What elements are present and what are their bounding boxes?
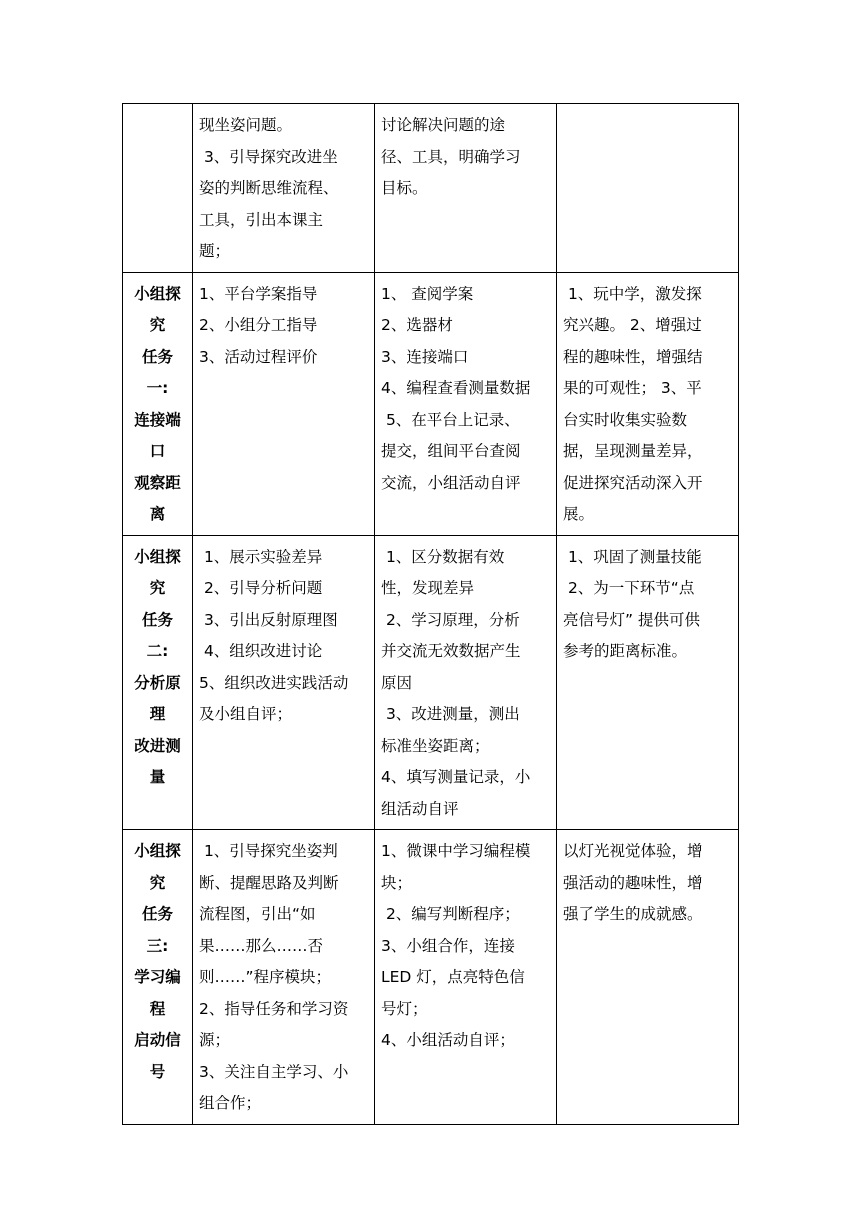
cell-text-line: 连接端 bbox=[134, 410, 181, 429]
cell-text-line: 改进测 bbox=[134, 736, 181, 755]
cell-text-line: 1、玩中学，激发探 bbox=[563, 284, 702, 303]
cell-text-line: 2、引导分析问题 bbox=[199, 579, 323, 597]
stage-cell bbox=[123, 104, 193, 273]
cell-text-line: 强了学生的成就感。 bbox=[563, 905, 703, 923]
cell-text-line: 强活动的趣味性，增 bbox=[563, 873, 703, 892]
cell-text-line: 3、改进测量，测出 bbox=[381, 705, 520, 723]
cell-text-line: 工具，引出本课主 bbox=[199, 210, 324, 229]
teacher-activity-cell bbox=[193, 272, 375, 535]
cell-text-line: 2、指导任务和学习资 bbox=[199, 999, 349, 1018]
cell-text-line: 小组探 bbox=[134, 842, 181, 860]
cell-text-line: 5、在平台上记录、 bbox=[381, 410, 520, 429]
table-body bbox=[123, 104, 739, 1125]
cell-text-line: 量 bbox=[149, 768, 166, 786]
cell-text-line: 促进探究活动深入开 bbox=[563, 473, 703, 492]
cell-text-line: 5、组织改进实践活动 bbox=[199, 673, 349, 692]
cell-text-line: 观察距 bbox=[134, 473, 181, 492]
teacher-activity-cell bbox=[193, 830, 375, 1125]
cell-text-line: 1、区分数据有效 bbox=[381, 547, 505, 566]
cell-text-line: 题； bbox=[199, 242, 231, 260]
cell-text-line: 姿的判断思维流程、 bbox=[199, 179, 339, 197]
stage-cell bbox=[123, 830, 193, 1125]
cell-text-line: 程 bbox=[149, 999, 166, 1018]
design-intent-cell bbox=[557, 104, 739, 273]
student-activity-cell bbox=[375, 272, 557, 535]
student-activity-cell bbox=[375, 535, 557, 830]
cell-text-line: 1、展示实验差异 bbox=[199, 547, 323, 566]
cell-text-line: 现坐姿问题。 bbox=[199, 116, 293, 134]
cell-text-line: 则……”程序模块； bbox=[199, 968, 332, 986]
stage-cell bbox=[123, 535, 193, 830]
cell-text-line: 2、为一下环节“点 bbox=[563, 579, 695, 597]
student-activity-cell bbox=[375, 830, 557, 1125]
cell-text-line: 径、工具，明确学习 bbox=[381, 147, 521, 166]
cell-text-line: 3、引出反射原理图 bbox=[199, 610, 338, 629]
cell-text-line: 究 bbox=[149, 316, 166, 334]
cell-text-line: 1、平台学案指导 bbox=[199, 284, 318, 303]
cell-text-line: 2、选器材 bbox=[381, 316, 453, 334]
cell-text-line: 任务 bbox=[141, 610, 173, 629]
stage-cell bbox=[123, 272, 193, 535]
cell-text-line: 1、巩固了测量技能 bbox=[563, 547, 702, 566]
cell-text-line: 二: bbox=[146, 642, 169, 660]
cell-text-line: 小组探 bbox=[134, 284, 181, 303]
cell-text-line: LED 灯，点亮特色信 bbox=[381, 968, 525, 986]
cell-text-line: 号灯； bbox=[381, 999, 428, 1018]
cell-text-line: 小组探 bbox=[134, 547, 181, 566]
cell-text-line: 1、 查阅学案 bbox=[381, 284, 474, 303]
cell-text-line: 亮信号灯” 提供可供 bbox=[563, 610, 700, 629]
cell-text-line: 理 bbox=[149, 705, 166, 723]
teacher-activity-cell bbox=[193, 535, 375, 830]
cell-text-line: 讨论解决问题的途 bbox=[381, 116, 506, 134]
table-row bbox=[123, 830, 739, 1125]
cell-text-line: 任务 bbox=[141, 347, 173, 366]
cell-text-line: 究 bbox=[149, 873, 166, 892]
cell-text-line: 3、小组合作，连接 bbox=[381, 936, 515, 955]
cell-text-line: 4、组织改进讨论 bbox=[199, 642, 323, 660]
cell-text-line: 启动信 bbox=[134, 1031, 181, 1049]
table-row bbox=[123, 272, 739, 535]
cell-text-line: 号 bbox=[149, 1062, 166, 1081]
cell-text-line: 提交，组间平台查阅 bbox=[381, 442, 521, 460]
design-intent-cell bbox=[557, 535, 739, 830]
cell-text-line: 1、微课中学习编程模 bbox=[381, 842, 531, 860]
cell-text-line: 3、引导探究改进坐 bbox=[199, 147, 338, 166]
cell-text-line: 以灯光视觉体验，增 bbox=[563, 842, 703, 860]
cell-text-line: 2、小组分工指导 bbox=[199, 316, 318, 334]
cell-text-line: 展。 bbox=[563, 505, 595, 523]
cell-text-line: 究 bbox=[149, 579, 166, 597]
cell-text-line: 一: bbox=[146, 379, 169, 397]
student-activity-cell bbox=[375, 104, 557, 273]
cell-text-line: 1、引导探究坐姿判 bbox=[199, 842, 338, 860]
cell-text-line: 并交流无效数据产生 bbox=[381, 642, 521, 660]
cell-text-line: 块； bbox=[381, 873, 413, 892]
lesson-plan-table bbox=[122, 103, 739, 1125]
cell-text-line: 及小组自评； bbox=[199, 705, 293, 723]
cell-text-line: 4、小组活动自评； bbox=[381, 1031, 515, 1049]
cell-text-line: 标准坐姿距离； bbox=[381, 736, 490, 755]
cell-text-line: 2、编写判断程序； bbox=[381, 905, 520, 923]
table-row bbox=[123, 104, 739, 273]
cell-text-line: 三: bbox=[146, 936, 169, 955]
cell-text-line: 性，发现差异 bbox=[381, 579, 475, 597]
cell-text-line: 台实时收集实验数 bbox=[563, 410, 688, 429]
teacher-activity-cell bbox=[193, 104, 375, 273]
cell-text-line: 分析原 bbox=[134, 673, 181, 692]
cell-text-line: 流程图，引出“如 bbox=[199, 905, 316, 923]
cell-text-line: 参考的距离标准。 bbox=[563, 642, 688, 660]
cell-text-line: 4、填写测量记录，小 bbox=[381, 768, 531, 786]
table-row bbox=[123, 535, 739, 830]
cell-text-line: 4、编程查看测量数据 bbox=[381, 379, 531, 397]
cell-text-line: 学习编 bbox=[134, 968, 181, 986]
cell-text-line: 源； bbox=[199, 1031, 231, 1049]
cell-text-line: 3、活动过程评价 bbox=[199, 347, 318, 366]
design-intent-cell bbox=[557, 272, 739, 535]
cell-text-line: 果的可观性； 3、平 bbox=[563, 379, 702, 397]
cell-text-line: 组合作； bbox=[199, 1094, 262, 1112]
cell-text-line: 3、关注自主学习、小 bbox=[199, 1062, 349, 1081]
cell-text-line: 口 bbox=[149, 442, 166, 460]
cell-text-line: 断、提醒思路及判断 bbox=[199, 873, 339, 892]
cell-text-line: 2、学习原理，分析 bbox=[381, 610, 520, 629]
cell-text-line: 组活动自评 bbox=[381, 799, 459, 818]
cell-text-line: 程的趣味性，增强结 bbox=[563, 347, 703, 366]
design-intent-cell bbox=[557, 830, 739, 1125]
cell-text-line: 3、连接端口 bbox=[381, 347, 469, 366]
cell-text-line: 据，呈现测量差异， bbox=[563, 442, 703, 460]
cell-text-line: 究兴趣。 2、增强过 bbox=[563, 316, 702, 334]
cell-text-line: 离 bbox=[149, 505, 166, 523]
cell-text-line: 目标。 bbox=[381, 179, 428, 197]
cell-text-line: 交流，小组活动自评 bbox=[381, 473, 521, 492]
cell-text-line: 任务 bbox=[141, 905, 173, 923]
cell-text-line: 果……那么……否 bbox=[199, 936, 324, 955]
cell-text-line: 原因 bbox=[381, 673, 413, 692]
